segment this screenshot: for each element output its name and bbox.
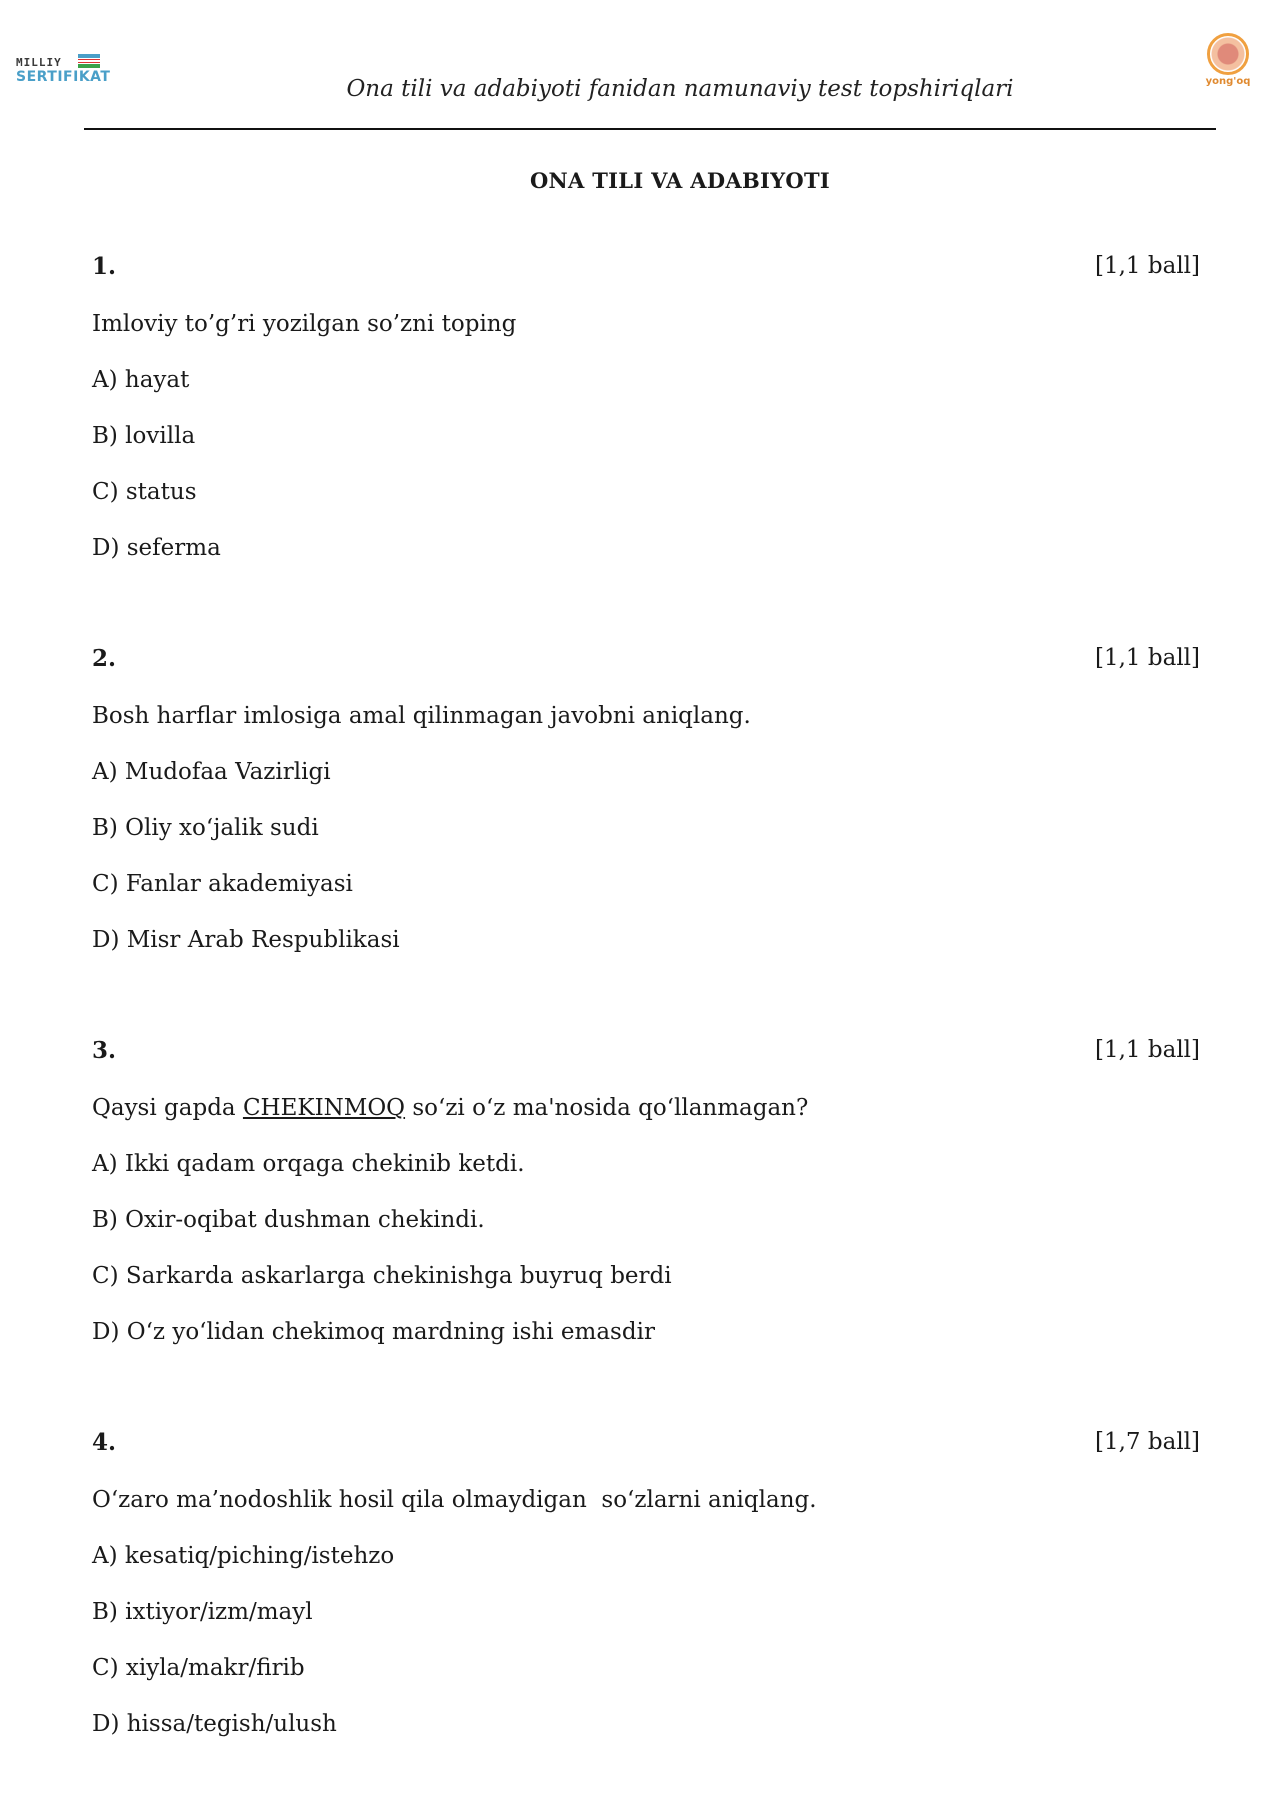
header-divider	[84, 128, 1216, 130]
question-number: 4.	[92, 1429, 117, 1456]
question-prompt	[92, 1093, 1200, 1149]
logo-left-line1: MILLIY	[16, 56, 62, 69]
question-prompt: O‘zaro ma’nodoshlik hosil qila olmaydigan so‘zlarni aniqlang.	[92, 1487, 817, 1513]
walnut-icon	[1207, 33, 1249, 75]
option-c: C) status	[92, 479, 197, 505]
question-number: 2.	[92, 645, 117, 672]
question-3	[92, 1037, 1200, 1373]
question-points: [1,1 ball]	[1095, 645, 1200, 671]
uzbek-flag-icon	[78, 54, 100, 68]
prompt-text-before: Qaysi gapda	[92, 1095, 243, 1121]
logo-left-line2: SERTIFIKAT	[16, 69, 111, 85]
option-b: B) ixtiyor/izm/mayl	[92, 1599, 313, 1625]
question-prompt: Bosh harflar imlosiga amal qilinmagan javobni aniqlang.	[92, 703, 751, 729]
question-points: [1,1 ball]	[1095, 1037, 1200, 1063]
option-b: B) Oxir-oqibat dushman chekindi.	[92, 1207, 485, 1233]
option-c: C) Fanlar akademiyasi	[92, 871, 353, 897]
option-d: D) hissa/tegish/ulush	[92, 1711, 337, 1737]
question-2	[92, 645, 1200, 981]
document-title: ONA TILI VA ADABIYOTI	[529, 168, 831, 193]
option-b: B) lovilla	[92, 423, 196, 449]
question-number: 3.	[92, 1037, 117, 1064]
logo-right-name: yong'oq	[1205, 76, 1251, 87]
question-prompt: Imloviy to’g’ri yozilgan so’zni toping	[92, 311, 517, 337]
option-a: A) Mudofaa Vazirligi	[92, 759, 331, 785]
question-4	[92, 1429, 1200, 1765]
option-a: A) kesatiq/piching/istehzo	[92, 1543, 395, 1569]
underlined-keyword: CHEKINMOQ	[242, 1095, 406, 1121]
question-points: [1,7 ball]	[1095, 1429, 1200, 1455]
option-d: D) Misr Arab Respublikasi	[92, 927, 400, 953]
question-number: 1.	[92, 253, 117, 280]
option-a: A) hayat	[92, 367, 190, 393]
option-c: C) xiyla/makr/firib	[92, 1655, 305, 1681]
page-header-title: Ona tili va adabiyoti fanidan namunaviy test topshiriqlari	[346, 76, 1014, 102]
question-points: [1,1 ball]	[1095, 253, 1200, 279]
prompt-text-after: so‘zi o‘z ma'nosida qo‘llanmagan?	[405, 1095, 809, 1121]
option-b: B) Oliy xo‘jalik sudi	[92, 815, 319, 841]
option-a: A) Ikki qadam orqaga chekinib ketdi.	[92, 1151, 525, 1177]
question-1	[92, 253, 1200, 589]
yongoq-logo	[1200, 33, 1256, 103]
option-d: D) O‘z yo‘lidan chekimoq mardning ishi emasdir	[92, 1319, 655, 1345]
option-c: C) Sarkarda askarlarga chekinishga buyruq berdi	[92, 1263, 672, 1289]
option-d: D) seferma	[92, 535, 221, 561]
